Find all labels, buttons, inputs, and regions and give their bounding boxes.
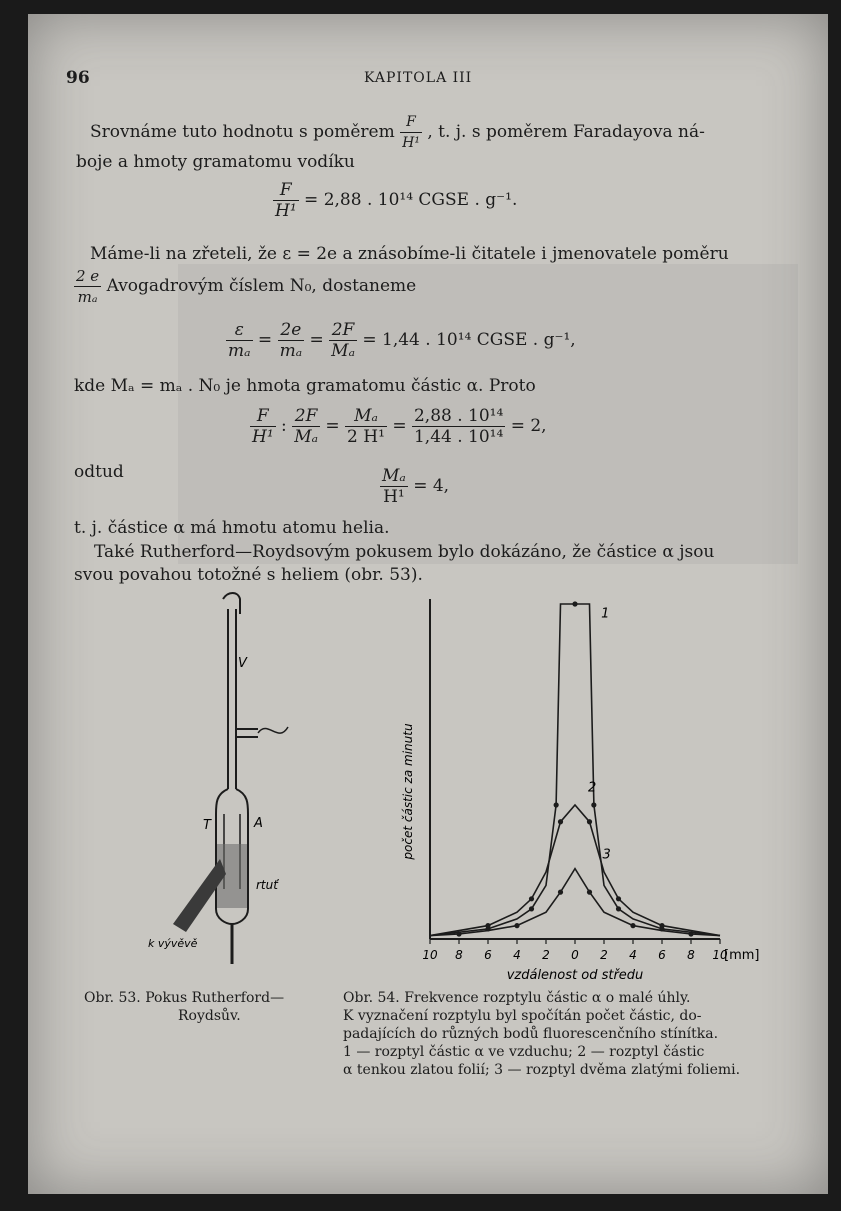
fig53-label-T: T (203, 818, 211, 833)
paragraph-4: t. j. částice α má hmotu atomu helia. (74, 518, 390, 538)
eq3-fraction-2 (292, 406, 320, 447)
eq3-rhs: = 2, (510, 416, 547, 436)
chart-series-1-point (572, 601, 577, 606)
p2-text: Avogadrovým číslem N₀, dostaneme (106, 276, 417, 296)
chart-x-tick-label: 2 (542, 948, 550, 962)
chart-series-label-3: 3 (602, 847, 611, 863)
chart-series-2-point (558, 819, 563, 824)
eq3-fraction-1 (250, 406, 276, 447)
eq2-equals-1: = (257, 330, 273, 350)
chart-series-3-point (587, 890, 592, 895)
chart-series-3-point (688, 931, 693, 936)
figure-53-caption-line-1: Obr. 53. Pokus Rutherford— (84, 990, 285, 1006)
chart-x-tick-label: 2 (600, 948, 608, 962)
chart-x-tick-label: 6 (658, 948, 666, 962)
paragraph-5-line-2: svou povahou totožné s heliem (obr. 53). (74, 565, 423, 585)
p2-fraction (74, 266, 101, 307)
chart-x-tick-label: 4 (629, 948, 637, 962)
chart-x-unit: [mm] (724, 948, 760, 963)
chart-series-3-point (630, 923, 635, 928)
eq4-fraction (380, 466, 408, 507)
eq3-f4-den: 1,44 . 10¹⁴ (413, 427, 504, 447)
chart-series-2-point (659, 923, 664, 928)
equation-3 (250, 406, 547, 447)
chart-axes (430, 599, 720, 939)
eq1-fraction (273, 180, 299, 221)
chart-series-1-point (529, 906, 534, 911)
eq4-num: Mₐ (382, 466, 406, 486)
eq3-f3-den: 2 H¹ (347, 427, 385, 447)
eq2-rhs: = 1,44 . 10¹⁴ CGSE . g⁻¹, (362, 330, 576, 350)
chart-series-3-point (456, 931, 461, 936)
chart-series-1-line (430, 604, 720, 936)
figure-54-caption-line-1: Obr. 54. Frekvence rozptylu částic α o malé úhly. (343, 990, 691, 1006)
chart-x-tick-label: 8 (455, 948, 463, 962)
chart-x-tick-label: 0 (571, 948, 579, 962)
eq3-f1-num: F (250, 406, 276, 427)
p1-frac-num: F (400, 112, 422, 133)
fig53-label-A: A (254, 816, 263, 831)
eq1-den: H¹ (275, 201, 297, 221)
eq1-rhs: = 2,88 . 10¹⁴ CGSE . g⁻¹. (304, 190, 518, 210)
equation-4 (380, 466, 449, 507)
figure-54-caption-line-2: K vyznačení rozptylu byl spočítán počet částic, do- (343, 1008, 702, 1024)
chart-series-label-2: 2 (588, 780, 597, 796)
eq3-f3-num: Mₐ (345, 406, 387, 427)
chart-series-labels (588, 606, 611, 862)
chart-curves (430, 601, 720, 936)
chart-x-tick-label: 10 (422, 948, 438, 962)
chart-series-2-point (616, 896, 621, 901)
p1-frac-den: H¹ (402, 135, 420, 151)
fig53-side-arm (236, 729, 258, 737)
paragraph-3: kde Mₐ = mₐ . N₀ je hmota gramatomu částic α. Proto (74, 376, 536, 396)
chart-series-3-point (514, 923, 519, 928)
chapter-heading: KAPITOLA III (364, 70, 473, 86)
chart-series-2-line (430, 805, 720, 936)
chart-series-1-point (554, 802, 559, 807)
chart-series-2-point (587, 819, 592, 824)
figure-53-apparatus (128, 589, 328, 984)
eq3-f1-den: H¹ (252, 427, 274, 447)
p1-fraction (400, 112, 422, 153)
figure-54-chart (368, 584, 760, 989)
eq2-equals-2: = (309, 330, 324, 350)
chart-tick-labels (422, 939, 728, 962)
chart-x-tick-label: 4 (513, 948, 521, 962)
paragraph-2-line-1: Máme-li na zřeteli, že ε = 2e a znásobíme-li čitatele i jmenovatele poměru (90, 244, 729, 264)
eq2-f2-num: 2e (278, 320, 305, 341)
eq3-fraction-4 (412, 406, 505, 447)
fig53-top-wire (223, 593, 240, 614)
equation-2 (226, 320, 576, 361)
chart-x-tick-label: 8 (687, 948, 695, 962)
eq3-equals-1: = (325, 416, 340, 436)
figure-54-caption-line-4: 1 — rozptyl částic α ve vzduchu; 2 — rozptyl částic (343, 1044, 705, 1060)
chart-xlabel: vzdálenost od středu (506, 968, 644, 983)
page-number: 96 (66, 68, 90, 88)
eq3-f2-den: Mₐ (294, 427, 318, 447)
chart-series-2-point (485, 923, 490, 928)
paragraph-1-line-1 (90, 112, 705, 153)
eq2-f1-num: ε (226, 320, 253, 341)
eq2-f3-num: 2F (329, 320, 357, 341)
eq2-fraction-2 (278, 320, 305, 361)
eq2-fraction-3 (329, 320, 357, 361)
p2-frac-den: mₐ (77, 288, 98, 306)
fig53-label-V: V (238, 656, 247, 671)
fig53-label-pump: k vývěvě (148, 937, 198, 950)
chart-x-tick-label: 6 (484, 948, 492, 962)
book-page (28, 14, 828, 1194)
eq2-f3-den: Mₐ (331, 341, 355, 361)
eq3-colon: : (281, 416, 287, 436)
eq1-num: F (273, 180, 299, 201)
chart-series-2-point (529, 896, 534, 901)
eq4-den: H¹ (383, 487, 405, 507)
eq3-f4-num: 2,88 . 10¹⁴ (413, 406, 504, 426)
eq3-equals-2: = (392, 416, 407, 436)
odtud-label: odtud (74, 462, 124, 482)
figure-53-caption-line-2: Roydsův. (178, 1008, 241, 1024)
eq2-fraction-1 (226, 320, 253, 361)
chart-series-1-point (591, 802, 596, 807)
eq3-f2-num: 2F (292, 406, 320, 427)
equation-1 (273, 180, 517, 221)
chart-ylabel: počet částic za minutu (401, 723, 415, 860)
eq2-f2-den: mₐ (279, 341, 303, 361)
paragraph-1-line-2: boje a hmoty gramatomu vodíku (76, 152, 355, 172)
fig53-capillary-V (228, 609, 236, 789)
chart-series-1-point (616, 906, 621, 911)
paragraph-5-line-1: Také Rutherford—Roydsovým pokusem bylo dokázáno, že částice α jsou (94, 542, 715, 562)
eq3-fraction-3 (345, 406, 387, 447)
chart-series-label-1: 1 (601, 606, 610, 622)
chart-series-3-line (430, 869, 720, 936)
fig53-label-rtut: rtuť (256, 878, 278, 892)
p2-frac-num: 2 e (76, 267, 100, 285)
eq2-f1-den: mₐ (228, 341, 251, 361)
eq4-rhs: = 4, (413, 476, 450, 496)
paragraph-2-line-2 (74, 266, 416, 307)
chart-series-3-point (558, 890, 563, 895)
p1-text-b: , t. j. s poměrem Faradayova ná- (427, 122, 705, 142)
figure-54-caption-line-5: α tenkou zlatou folií; 3 — rozptyl dvěma zlatými foliemi. (343, 1062, 741, 1078)
chart-x-tick-label: 10 (712, 948, 728, 962)
p1-text-a: Srovnáme tuto hodnotu s poměrem (90, 122, 395, 142)
figure-54-caption-line-3: padajících do různých bodů fluorescenčního stínítka. (343, 1026, 719, 1042)
fig53-electrode-wire (258, 727, 288, 733)
